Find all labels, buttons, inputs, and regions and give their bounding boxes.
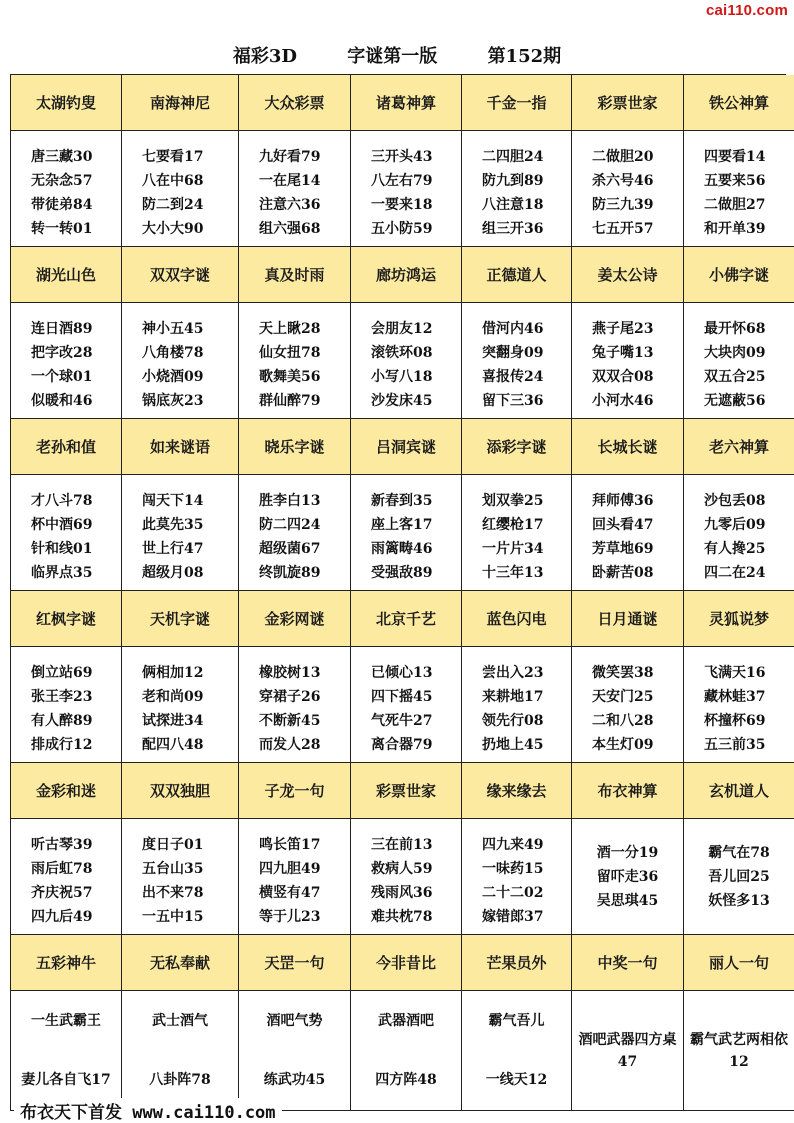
author-name: 无私奉献 — [122, 935, 239, 991]
clue-line: 小写八18 — [371, 369, 433, 385]
author-name: 铁公神算 — [684, 75, 794, 131]
clue-line: 天上瞅28 — [259, 321, 321, 337]
clue-line: 二十二02 — [482, 885, 544, 901]
author-name: 添彩字谜 — [462, 419, 572, 475]
clue-line: 三在前13 — [371, 837, 433, 853]
clue-line: 八注意18 — [482, 197, 544, 213]
clue-cell — [239, 991, 351, 1111]
clue-line: 最开怀68 — [704, 321, 766, 337]
clue-cell — [122, 303, 239, 419]
clue-line: 此莫先35 — [142, 517, 204, 533]
clue-line: 配四八48 — [142, 737, 204, 753]
clue-line: 二做胆27 — [704, 197, 766, 213]
clue-line: 芳草地69 — [592, 541, 654, 557]
clue-cell — [122, 131, 239, 247]
clue-cell — [351, 647, 462, 763]
clue-line: 三开头43 — [371, 149, 433, 165]
clue-line: 留下三36 — [482, 393, 544, 409]
clue-line: 气死牛27 — [371, 713, 433, 729]
clue-cell — [351, 819, 462, 935]
clue-line: 而发人28 — [259, 737, 321, 753]
clue-cell — [351, 475, 462, 591]
clue-cell — [11, 131, 122, 247]
clue-line: 八卦阵78 — [149, 1072, 211, 1089]
author-name: 彩票世家 — [351, 763, 462, 819]
clue-line: 五台山35 — [142, 861, 204, 877]
clue-line: 老和尚09 — [142, 689, 204, 705]
clue-line: 卧薪苦08 — [592, 565, 654, 581]
clue-line: 张王李23 — [31, 689, 93, 705]
clue-line: 四九后49 — [31, 909, 93, 925]
clue-cell — [11, 991, 122, 1111]
clue-line: 俩相加12 — [142, 665, 204, 681]
clue-cell — [684, 819, 794, 935]
author-name: 晓乐字谜 — [239, 419, 351, 475]
clue-line: 锅底灰23 — [142, 393, 204, 409]
author-name: 北京千艺 — [351, 591, 462, 647]
lottery-brand: 福彩3D — [232, 46, 297, 67]
author-name: 缘来缘去 — [462, 763, 572, 819]
author-name-row — [11, 763, 786, 819]
clue-line: 救病人59 — [371, 861, 433, 877]
author-name: 老六神算 — [684, 419, 794, 475]
clue-cell — [351, 991, 462, 1111]
clue-line: 终凯旋89 — [259, 565, 321, 581]
clue-line: 杯中酒69 — [31, 517, 93, 533]
author-name-row — [11, 247, 786, 303]
clue-cell — [684, 475, 794, 591]
clue-line: 妻儿各自飞17 — [21, 1072, 111, 1089]
clue-line: 酒一分19 — [596, 844, 659, 861]
clue-line: 四方阵48 — [375, 1072, 437, 1089]
author-name: 今非昔比 — [351, 935, 462, 991]
clue-cell — [462, 819, 572, 935]
clue-cell — [122, 647, 239, 763]
edition-title: 字谜第一版 — [347, 46, 438, 67]
clue-line: 回头看47 — [592, 517, 654, 533]
clue-line: 世上行47 — [142, 541, 204, 557]
clue-line: 注意六36 — [259, 197, 321, 213]
author-name: 五彩神牛 — [11, 935, 122, 991]
clue-line: 排成行12 — [31, 737, 93, 753]
author-name-row — [11, 591, 786, 647]
clue-line: 不断新45 — [259, 713, 321, 729]
clue-line: 难共枕78 — [371, 909, 433, 925]
clue-cell — [239, 131, 351, 247]
author-name-row — [11, 419, 786, 475]
clue-line: 小河水46 — [592, 393, 654, 409]
clue-line: 有人醉89 — [31, 713, 93, 729]
clue-line: 飞满天16 — [704, 665, 766, 681]
clue-line: 把字改28 — [31, 345, 93, 361]
clue-line: 超级菌67 — [259, 541, 321, 557]
clue-cell — [572, 647, 684, 763]
author-name: 玄机道人 — [684, 763, 794, 819]
clue-row — [11, 647, 786, 763]
clue-line: 练武功45 — [263, 1072, 326, 1089]
author-name: 长城长谜 — [572, 419, 684, 475]
clue-line: 拜师傅36 — [592, 493, 654, 509]
clue-cell — [239, 303, 351, 419]
clue-line: 一在尾14 — [259, 173, 321, 189]
clue-line: 藏林蛙37 — [704, 689, 766, 705]
clue-cell — [462, 131, 572, 247]
author-name: 金彩和迷 — [11, 763, 122, 819]
author-name: 真及时雨 — [239, 247, 351, 303]
clue-line: 划双拳25 — [482, 493, 544, 509]
clue-cell — [122, 991, 239, 1111]
clue-line: 酒吧武器四方桌47 — [578, 1031, 677, 1070]
clue-line: 一要来18 — [371, 197, 433, 213]
clue-line: 吾儿回25 — [708, 868, 770, 885]
clue-line: 座上客17 — [371, 517, 433, 533]
clue-cell — [572, 819, 684, 935]
clue-line: 吴思琪45 — [596, 892, 659, 909]
clue-line: 转一转01 — [31, 221, 93, 237]
clue-line: 留吓走36 — [596, 868, 659, 885]
clue-line: 穿裙子26 — [259, 689, 321, 705]
author-name: 姜太公诗 — [572, 247, 684, 303]
clue-line: 新春到35 — [371, 493, 433, 509]
page-title — [0, 42, 794, 74]
clue-cell — [11, 647, 122, 763]
clue-line: 嫁错郎37 — [482, 909, 544, 925]
author-name: 老孙和值 — [11, 419, 122, 475]
clue-line: 杀六号46 — [592, 173, 654, 189]
clue-line: 霸气在78 — [708, 844, 770, 861]
clue-line: 天安门25 — [592, 689, 654, 705]
clue-line: 双双合08 — [592, 369, 654, 385]
clue-cell — [462, 303, 572, 419]
clue-line: 七要看17 — [142, 149, 204, 165]
clue-cell — [239, 647, 351, 763]
author-name: 日月通谜 — [572, 591, 684, 647]
author-name: 南海神尼 — [122, 75, 239, 131]
clue-line: 双五合25 — [704, 369, 766, 385]
clue-line: 离合器79 — [371, 737, 433, 753]
author-name: 彩票世家 — [572, 75, 684, 131]
author-name: 子龙一句 — [239, 763, 351, 819]
clue-cell — [11, 819, 122, 935]
clue-line: 四二在24 — [704, 565, 766, 581]
clue-line: 等于儿23 — [259, 909, 321, 925]
author-name: 千金一指 — [462, 75, 572, 131]
clue-line: 一味药15 — [482, 861, 544, 877]
clue-line: 针和线01 — [31, 541, 93, 557]
clue-cell — [684, 303, 794, 419]
clue-line: 霸气吾儿 — [488, 1012, 545, 1029]
clue-line: 四九来49 — [482, 837, 544, 853]
clue-line: 试探进34 — [142, 713, 204, 729]
clue-line: 出不来78 — [142, 885, 204, 901]
clue-line: 八在中68 — [142, 173, 204, 189]
clue-cell — [684, 647, 794, 763]
clue-line: 兔子嘴13 — [592, 345, 654, 361]
clue-line: 武士酒气 — [152, 1012, 208, 1029]
clue-cell — [462, 991, 572, 1111]
clue-line: 闯天下14 — [142, 493, 204, 509]
clue-line: 一生武霸王 — [31, 1012, 101, 1029]
clue-line: 酒吧气势 — [266, 1012, 323, 1029]
clue-cell — [684, 131, 794, 247]
clue-row — [11, 303, 786, 419]
clue-line: 仙女扭78 — [259, 345, 321, 361]
clue-line: 胜李白13 — [259, 493, 321, 509]
clue-line: 雨篱畴46 — [371, 541, 433, 557]
author-name: 双双独胆 — [122, 763, 239, 819]
clue-line: 听古琴39 — [31, 837, 93, 853]
clue-line: 五三前35 — [704, 737, 766, 753]
clue-line: 防三九39 — [592, 197, 654, 213]
clue-row — [11, 991, 786, 1111]
clue-line: 微笑罢38 — [592, 665, 654, 681]
clue-line: 妖怪多13 — [708, 892, 770, 909]
clue-line: 橡胶树13 — [259, 665, 321, 681]
author-name: 吕洞宾谜 — [351, 419, 462, 475]
author-name: 丽人一句 — [684, 935, 794, 991]
clue-line: 组三开36 — [482, 221, 544, 237]
clue-line: 燕子尾23 — [592, 321, 654, 337]
author-name: 蓝色闪电 — [462, 591, 572, 647]
clue-line: 沙包丢08 — [704, 493, 766, 509]
clue-line: 二四胆24 — [482, 149, 544, 165]
clue-line: 大块肉09 — [704, 345, 766, 361]
clue-line: 齐庆祝57 — [31, 885, 93, 901]
clue-line: 五要来56 — [704, 173, 766, 189]
clue-line: 突翻身09 — [482, 345, 544, 361]
clue-line: 滚铁环08 — [371, 345, 433, 361]
clue-line: 带徒弟84 — [31, 197, 93, 213]
footer-banner: 布衣天下首发 www.cai110.com — [14, 1098, 282, 1123]
author-name: 大众彩票 — [239, 75, 351, 131]
clue-cell — [572, 131, 684, 247]
clue-line: 防九到89 — [482, 173, 544, 189]
clue-line: 已倾心13 — [371, 665, 433, 681]
clue-cell — [239, 819, 351, 935]
clue-line: 组六强68 — [259, 221, 321, 237]
clue-line: 一线天12 — [485, 1072, 548, 1089]
clue-line: 倒立站69 — [31, 665, 93, 681]
author-name: 诸葛神算 — [351, 75, 462, 131]
clue-cell — [11, 303, 122, 419]
clue-cell — [572, 475, 684, 591]
clue-line: 鸣长笛17 — [259, 837, 321, 853]
clue-line: 唐三藏30 — [31, 149, 93, 165]
clue-line: 五小防59 — [371, 221, 433, 237]
clue-row — [11, 819, 786, 935]
clue-line: 霸气武艺两相依12 — [690, 1031, 788, 1070]
clue-line: 群仙醉79 — [259, 393, 321, 409]
author-name: 如来谜语 — [122, 419, 239, 475]
clue-line: 小烧酒09 — [142, 369, 204, 385]
clue-line: 有人搀25 — [704, 541, 766, 557]
author-name: 灵狐说梦 — [684, 591, 794, 647]
clue-line: 受强敌89 — [371, 565, 433, 581]
clue-cell — [351, 131, 462, 247]
clue-cell — [572, 303, 684, 419]
clue-line: 沙发床45 — [371, 393, 433, 409]
site-watermark: cai110.com — [705, 2, 788, 19]
author-name: 廊坊鸿运 — [351, 247, 462, 303]
clue-line: 雨后虹78 — [31, 861, 93, 877]
author-name-row — [11, 75, 786, 131]
clue-row — [11, 131, 786, 247]
clue-line: 四下摇45 — [371, 689, 433, 705]
clue-cell — [684, 991, 794, 1111]
clue-line: 无杂念57 — [31, 173, 93, 189]
author-name: 天罡一句 — [239, 935, 351, 991]
clue-line: 和开单39 — [704, 221, 766, 237]
clue-line: 八左右79 — [371, 173, 433, 189]
clue-line: 防二到24 — [142, 197, 204, 213]
author-name: 双双字谜 — [122, 247, 239, 303]
clue-line: 十三年13 — [482, 565, 544, 581]
clue-line: 一个球01 — [31, 369, 93, 385]
clue-cell — [572, 991, 684, 1111]
clue-line: 借河内46 — [482, 321, 544, 337]
clue-cell — [462, 647, 572, 763]
issue-number: 第152期 — [487, 46, 562, 67]
clue-line: 扔地上45 — [482, 737, 544, 753]
clue-line: 九好看79 — [259, 149, 321, 165]
clue-row — [11, 475, 786, 591]
author-name: 正德道人 — [462, 247, 572, 303]
author-name: 湖光山色 — [11, 247, 122, 303]
author-name: 布衣神算 — [572, 763, 684, 819]
author-name: 芒果员外 — [462, 935, 572, 991]
clue-line: 来耕地17 — [482, 689, 544, 705]
clue-cell — [122, 475, 239, 591]
author-name: 天机字谜 — [122, 591, 239, 647]
clue-cell — [11, 475, 122, 591]
clue-line: 临界点35 — [31, 565, 93, 581]
clue-cell — [122, 819, 239, 935]
clue-line: 二和八28 — [592, 713, 654, 729]
clue-line: 似暖和46 — [31, 393, 93, 409]
clue-line: 喜报传24 — [482, 369, 544, 385]
clue-line: 本生灯09 — [592, 737, 654, 753]
clue-line: 杯撞杯69 — [704, 713, 766, 729]
clue-line: 连日酒89 — [31, 321, 93, 337]
author-name: 中奖一句 — [572, 935, 684, 991]
author-name: 太湖钓叟 — [11, 75, 122, 131]
clue-line: 才八斗78 — [31, 493, 93, 509]
clue-line: 七五开57 — [592, 221, 654, 237]
clue-line: 武器酒吧 — [378, 1012, 434, 1029]
clue-line: 尝出入23 — [482, 665, 544, 681]
clue-table — [10, 74, 786, 1111]
author-name: 小佛字谜 — [684, 247, 794, 303]
clue-line: 无遮蔽56 — [704, 393, 766, 409]
clue-line: 残雨风36 — [371, 885, 433, 901]
clue-line: 红缨枪17 — [482, 517, 544, 533]
clue-line: 大小大90 — [142, 221, 204, 237]
author-name-row — [11, 935, 786, 991]
clue-line: 神小五45 — [142, 321, 204, 337]
clue-line: 四九胆49 — [259, 861, 321, 877]
clue-line: 一五中15 — [142, 909, 204, 925]
clue-line: 歌舞美56 — [259, 369, 321, 385]
clue-line: 横竖有47 — [259, 885, 321, 901]
clue-line: 度日子01 — [142, 837, 204, 853]
clue-cell — [351, 303, 462, 419]
clue-line: 防二四24 — [259, 517, 321, 533]
clue-line: 四要看14 — [704, 149, 766, 165]
clue-line: 九零后09 — [704, 517, 766, 533]
clue-line: 会朋友12 — [371, 321, 433, 337]
clue-cell — [462, 475, 572, 591]
clue-line: 二做胆20 — [592, 149, 654, 165]
clue-cell — [239, 475, 351, 591]
author-name: 金彩网谜 — [239, 591, 351, 647]
clue-line: 领先行08 — [482, 713, 544, 729]
clue-line: 八角楼78 — [142, 345, 204, 361]
author-name: 红枫字谜 — [11, 591, 122, 647]
clue-line: 一片片34 — [482, 541, 544, 557]
clue-line: 超级月08 — [142, 565, 204, 581]
